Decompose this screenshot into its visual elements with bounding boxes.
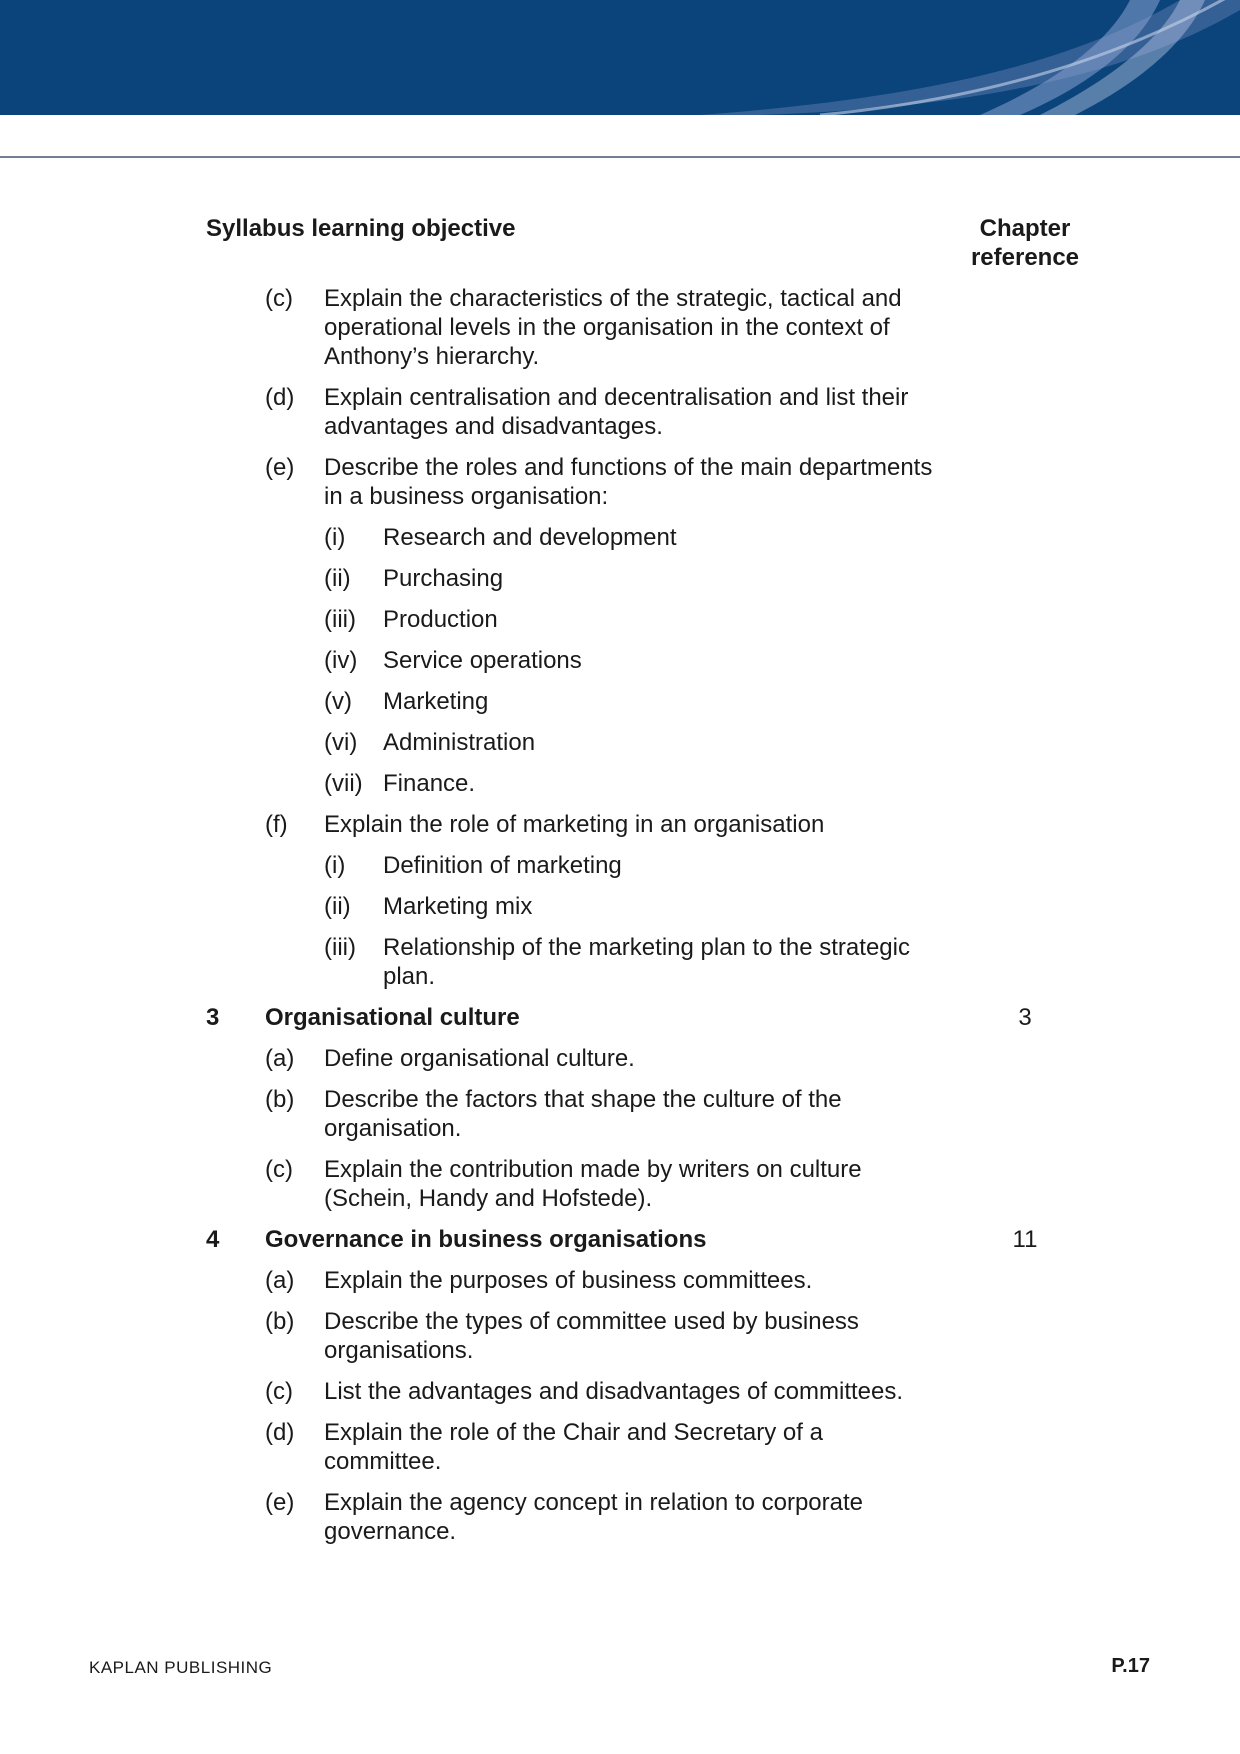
syllabus-objective [206,1377,1140,1406]
item-text: Define organisational culture. [324,1045,635,1072]
syllabus-list [206,284,1140,1558]
item-text: Describe the factors that shape the culture of the organisation. [324,1086,842,1142]
item-text: Relationship of the marketing plan to the strategic plan. [383,934,910,990]
item-label: (e) [265,454,295,481]
item-label: (vi) [324,729,358,756]
syllabus-objective [206,1488,1140,1546]
item-text: Explain the characteristics of the strategic, tactical and operational levels in the organisation in the context of Anthony’s hierarchy. [324,285,902,370]
item-text: Describe the types of committee used by business organisations. [324,1308,859,1364]
item-label: (f) [265,811,288,838]
item-text: Marketing mix [383,893,533,920]
syllabus-subpoint [206,605,1140,634]
item-label: (i) [324,524,346,551]
item-text: Governance in business organisations [265,1226,707,1253]
item-label: (ii) [324,565,351,592]
item-label: (ii) [324,893,351,920]
item-label: (iii) [324,606,356,633]
item-text: Purchasing [383,565,504,592]
syllabus-objective [206,1307,1140,1365]
item-label: (b) [265,1308,295,1335]
syllabus-objective [206,1266,1140,1295]
item-label: (c) [265,1378,293,1405]
item-label: (a) [265,1267,295,1294]
item-text: Marketing [383,688,489,715]
footer-publisher: KAPLAN PUBLISHING [89,1658,273,1677]
syllabus-subpoint [206,646,1140,675]
column-header-objective: Syllabus learning objective [206,215,516,242]
item-text: Explain the contribution made by writers on culture (Schein, Handy and Hofstede). [324,1156,862,1212]
item-text: Organisational culture [265,1004,520,1031]
column-header-chapter-line2: reference [970,244,1080,271]
item-label: 3 [206,1004,220,1031]
syllabus-subpoint [206,769,1140,798]
syllabus-objective [206,1044,1140,1073]
syllabus-objective [206,1418,1140,1476]
item-text: Explain centralisation and decentralisation and list their advantages and disadvantages. [324,384,909,440]
item-text: Finance. [383,770,476,797]
item-label: 4 [206,1226,220,1253]
syllabus-subpoint [206,892,1140,921]
header-banner [0,0,1240,115]
column-header-chapter [940,214,1110,272]
item-text: Production [383,606,498,633]
syllabus-objective [206,810,1140,839]
syllabus-section [206,1003,1140,1032]
item-text: Service operations [383,647,582,674]
chapter-reference: 3 [1018,1004,1032,1031]
syllabus-subpoint [206,933,1140,991]
item-label: (c) [265,285,293,312]
syllabus-subpoint [206,564,1140,593]
item-text: Describe the roles and functions of the main departments in a business organisation: [324,454,933,510]
item-text: Explain the agency concept in relation to corporate governance. [324,1489,864,1545]
syllabus-section [206,1225,1140,1254]
item-text: Research and development [383,524,677,551]
item-label: (iv) [324,647,358,674]
syllabus-objective [206,1085,1140,1143]
syllabus-subpoint [206,728,1140,757]
item-label: (d) [265,1419,295,1446]
column-header-chapter-line1: Chapter [979,215,1071,242]
item-label: (iii) [324,934,356,961]
footer-page-number: P.17 [1111,1655,1150,1677]
item-label: (vii) [324,770,363,797]
item-label: (i) [324,852,346,879]
syllabus-subpoint [206,687,1140,716]
item-label: (c) [265,1156,293,1183]
item-text: Definition of marketing [383,852,622,879]
syllabus-objective [206,1155,1140,1213]
item-label: (a) [265,1045,295,1072]
syllabus-objective [206,383,1140,441]
item-text: Explain the purposes of business committees. [324,1267,813,1294]
item-label: (e) [265,1489,295,1516]
chapter-reference: 11 [1012,1226,1038,1253]
item-text: Explain the role of the Chair and Secretary of a committee. [324,1419,823,1475]
item-text: List the advantages and disadvantages of committees. [324,1378,904,1405]
syllabus-subpoint [206,851,1140,880]
item-label: (b) [265,1086,295,1113]
header-divider [0,156,1240,158]
syllabus-subpoint [206,523,1140,552]
item-text: Administration [383,729,536,756]
item-label: (d) [265,384,295,411]
item-label: (v) [324,688,352,715]
syllabus-objective [206,284,1140,371]
banner-swoosh-graphic [0,0,1240,115]
syllabus-objective [206,453,1140,511]
item-text: Explain the role of marketing in an organisation [324,811,825,838]
